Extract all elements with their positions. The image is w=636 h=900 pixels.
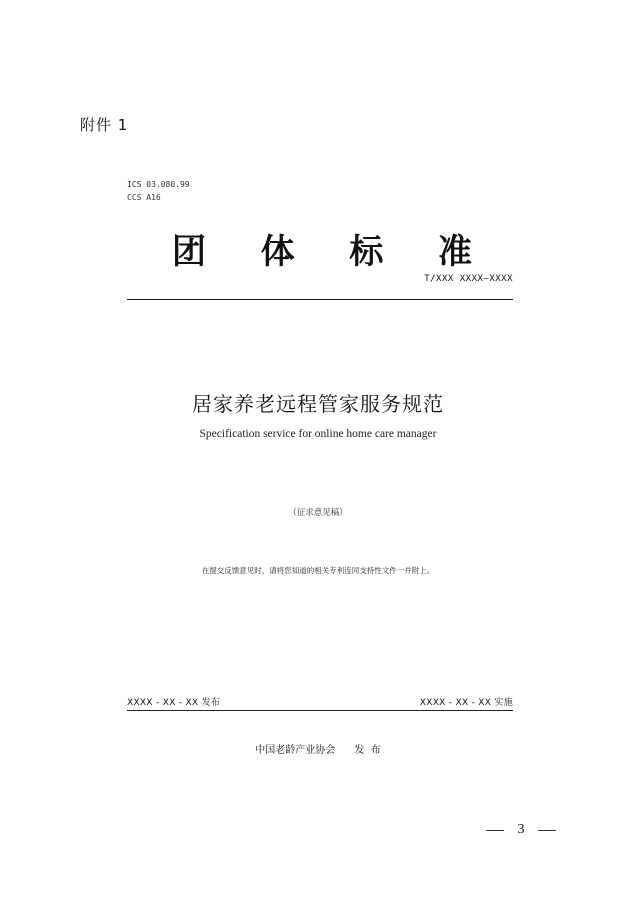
standard-type-char: 准 bbox=[437, 232, 472, 272]
bottom-divider bbox=[127, 710, 513, 711]
ccs-code: CCS A16 bbox=[127, 193, 161, 202]
page-number-footer bbox=[486, 822, 556, 838]
publish-date: XXXX - XX - XX 发布 bbox=[127, 698, 221, 708]
attachment-label: 附件 1 bbox=[80, 116, 129, 134]
dash-left bbox=[486, 830, 504, 831]
standard-number: T/XXX XXXX—XXXX bbox=[424, 274, 513, 284]
dash-right bbox=[538, 830, 556, 831]
implement-date: XXXX - XX - XX 实施 bbox=[419, 698, 513, 708]
publisher: 中国老龄产业协会 发 布 bbox=[255, 745, 381, 756]
draft-stage-label: （征求意见稿） bbox=[288, 508, 348, 518]
standard-type-char: 标 bbox=[349, 232, 384, 272]
document-title-en: Specification service for online home care manager bbox=[199, 428, 437, 440]
patent-notice: 在提交反馈意见时，请将您知道的相关专利连同支持性文件一并附上。 bbox=[201, 566, 435, 575]
standard-type-char: 体 bbox=[260, 232, 295, 272]
page-number: 3 bbox=[517, 822, 525, 837]
standard-type-heading bbox=[172, 224, 472, 273]
standard-type-char: 团 bbox=[172, 232, 206, 272]
document-title-cn: 居家养老远程管家服务规范 bbox=[192, 392, 444, 416]
top-divider bbox=[127, 299, 513, 300]
ics-code: ICS 03.080.99 bbox=[127, 180, 190, 189]
